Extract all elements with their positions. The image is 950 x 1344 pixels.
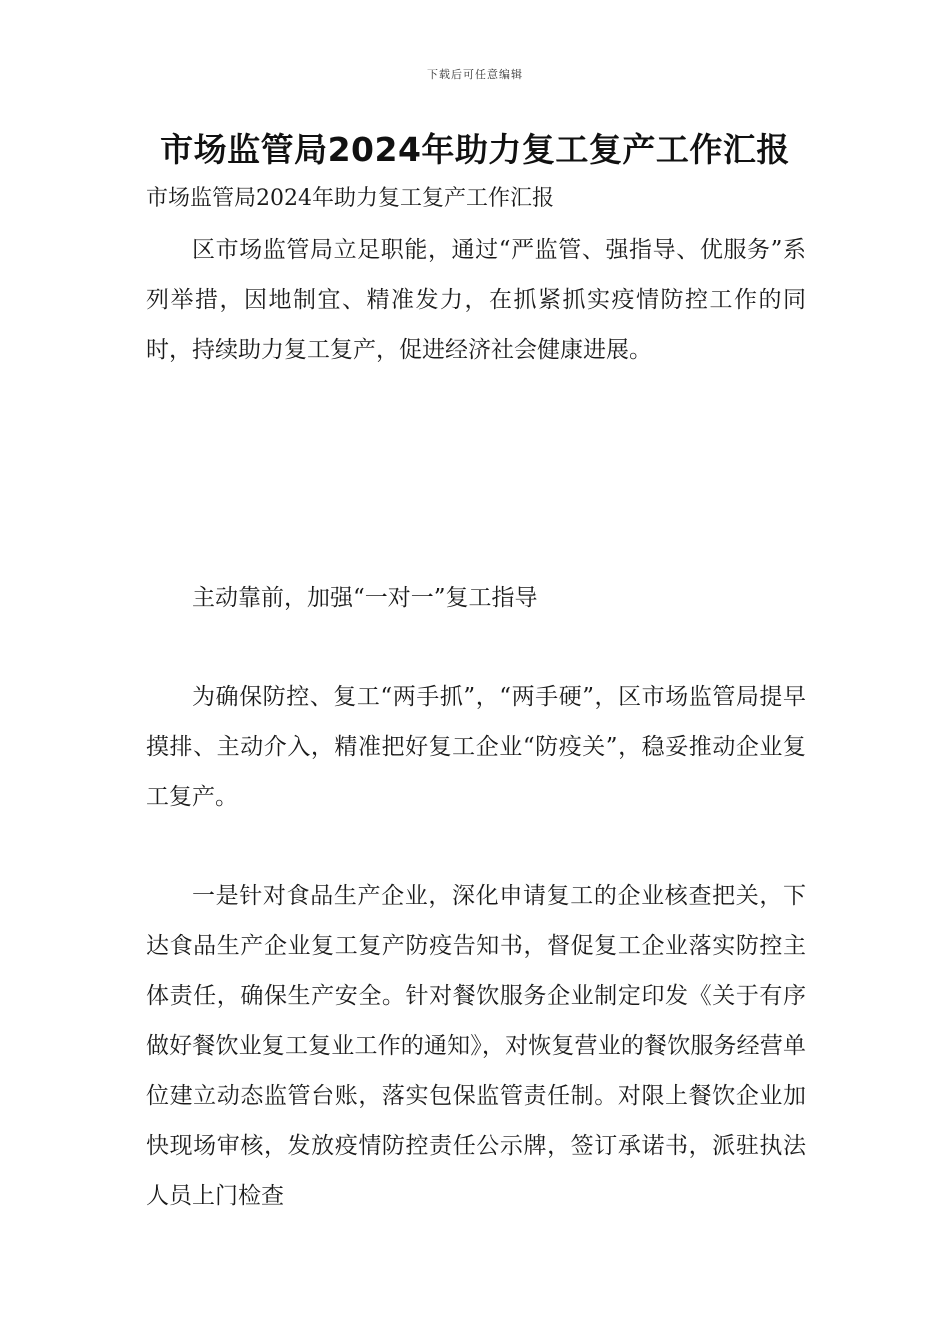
- document-subtitle: 市场监管局2024年助力复工复产工作汇报: [146, 186, 554, 211]
- document-title: 市场监管局2024年助力复工复产工作汇报: [160, 130, 790, 169]
- section-heading: 主动靠前，加强“一对一”复工指导: [192, 585, 538, 611]
- paragraph-section-summary: 为确保防控、复工“两手抓”，“两手硬”，区市场监管局提早摸排、主动介入，精准把好复工企业“防疫关”，稳妥推动企业复工复产。: [146, 684, 806, 810]
- paragraph-intro: 区市场监管局立足职能，通过“严监管、强指导、优服务”系列举措，因地制宜、精准发力，在抓紧抓实疫情防控工作的同时，持续助力复工复产，促进经济社会健康进展。: [146, 237, 806, 363]
- header-note: 下载后可任意编辑: [427, 68, 523, 81]
- paragraph-measures: 一是针对食品生产企业，深化申请复工的企业核查把关，下达食品生产企业复工复产防疫告知书，督促复工企业落实防控主体责任，确保生产安全。针对餐饮服务企业制定印发《关于有序做好餐饮业复工复业工作的通知》，对恢复营业的餐饮服务经营单位建立动态监管台账，落实包保监管责任制。对限上餐饮企业加快现场审核，发放疫情防控责任公示牌，签订承诺书，派驻执法人员上门检查: [146, 883, 806, 1209]
